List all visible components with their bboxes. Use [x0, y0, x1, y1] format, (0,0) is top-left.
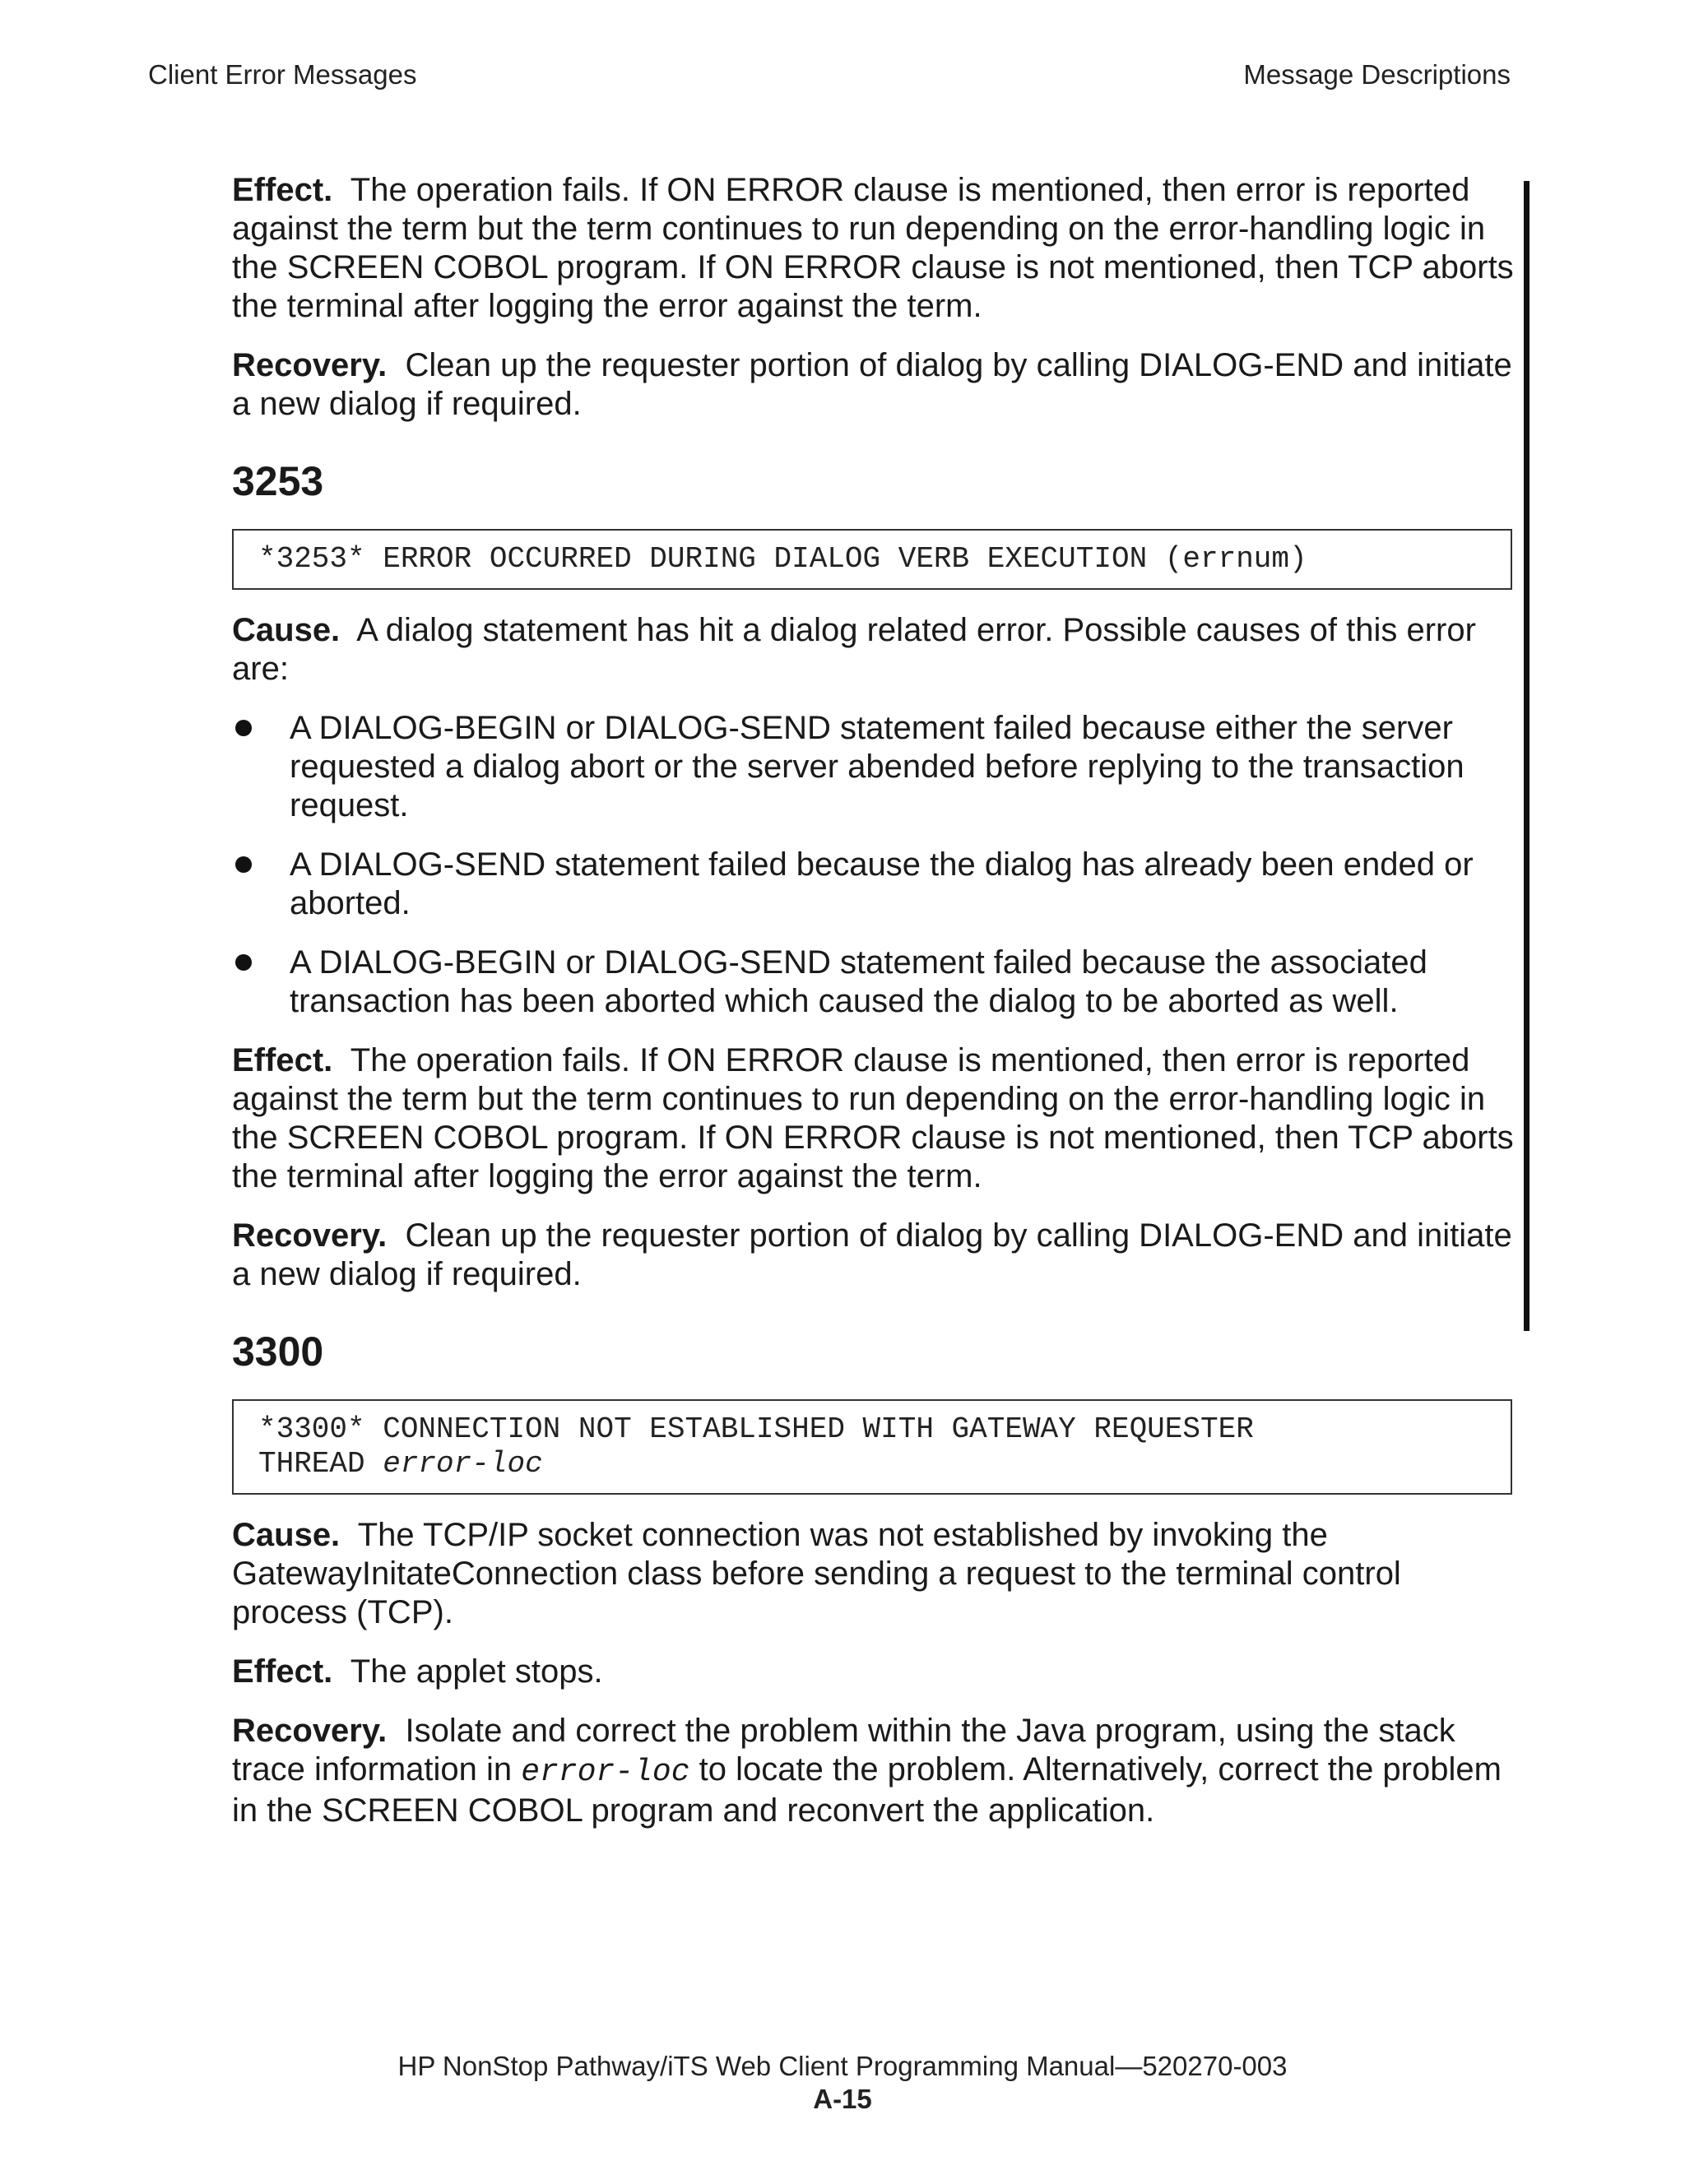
cause-text: The TCP/IP socket connection was not established by invoking the GatewayInitateConnection class before sending a request to the terminal control process (TCP).: [232, 1517, 1401, 1630]
bullet-text: A DIALOG-BEGIN or DIALOG-SEND statement failed because either the server requested a dialog abort or the server abended before replying to the transaction request.: [290, 710, 1465, 823]
cause-paragraph-3300: [232, 1516, 1516, 1632]
message-text-3253: *3253* ERROR OCCURRED DURING DIALOG VERB EXECUTION (errnum): [258, 542, 1307, 576]
footer-page-number: A-15: [813, 2084, 872, 2114]
bullet-icon: [235, 720, 252, 736]
recovery-text: Clean up the requester portion of dialog by calling DIALOG-END and initiate a new dialog if required.: [232, 1217, 1512, 1292]
bullet-text: A DIALOG-SEND statement failed because the dialog has already been ended or aborted.: [290, 846, 1474, 921]
recovery-label: Recovery.: [232, 1713, 388, 1749]
footer-manual-title: HP NonStop Pathway/iTS Web Client Programming Manual—520270-003: [397, 2051, 1288, 2081]
effect-paragraph-3300: [232, 1653, 1516, 1691]
recovery-variable: error-loc: [521, 1755, 690, 1790]
bullet-icon: [235, 856, 252, 873]
cause-bullet-list: [232, 709, 1516, 1021]
message-heading-3300: 3300: [232, 1328, 324, 1375]
message-line2-prefix: THREAD: [258, 1447, 383, 1481]
effect-paragraph-3253: [232, 1041, 1516, 1196]
effect-label: Effect.: [232, 172, 333, 208]
change-bar: [1524, 181, 1529, 1331]
bullet-icon: [235, 954, 252, 971]
list-item: [232, 846, 1516, 923]
list-item: [232, 944, 1516, 1021]
cause-label: Cause.: [232, 612, 341, 648]
recovery-text: Clean up the requester portion of dialog by calling DIALOG-END and initiate a new dialog if required.: [232, 347, 1512, 422]
recovery-text-part2: to locate the problem. Alternatively, correct the problem in the SCREEN COBOL program and reconvert the application.: [232, 1751, 1502, 1829]
effect-label: Effect.: [232, 1653, 333, 1690]
recovery-paragraph-3300: [232, 1712, 1516, 1830]
cause-paragraph-3253: [232, 611, 1516, 689]
page-content: [232, 171, 1516, 1851]
list-item: [232, 709, 1516, 825]
cause-text: A dialog statement has hit a dialog related error. Possible causes of this error are:: [232, 612, 1476, 687]
effect-text: The operation fails. If ON ERROR clause is mentioned, then error is reported against the term but the term continues to run depending on the error-handling logic in the SCREEN COBOL program. If ON ERROR clause is not mentioned, then TCP aborts the terminal after logging the error against the term.: [232, 172, 1514, 324]
recovery-label: Recovery.: [232, 1217, 388, 1254]
message-line2-variable: error-loc: [383, 1447, 543, 1481]
running-header-right: Message Descriptions: [1243, 59, 1511, 90]
cause-label: Cause.: [232, 1517, 341, 1553]
message-heading-3253: 3253: [232, 458, 324, 504]
message-box-3253: [232, 529, 1512, 590]
effect-text: The operation fails. If ON ERROR clause is mentioned, then error is reported against the term but the term continues to run depending on the error-handling logic in the SCREEN COBOL program. If ON ERROR clause is not mentioned, then TCP aborts the terminal after logging the error against the term.: [232, 1042, 1514, 1194]
running-header-left: Client Error Messages: [148, 59, 417, 90]
recovery-label: Recovery.: [232, 347, 388, 383]
effect-text: The applet stops.: [350, 1653, 603, 1690]
effect-paragraph: [232, 171, 1516, 326]
message-text-3300-line2: [258, 1447, 1486, 1482]
message-box-3300: [232, 1399, 1512, 1495]
recovery-paragraph-3253: [232, 1217, 1516, 1294]
bullet-text: A DIALOG-BEGIN or DIALOG-SEND statement failed because the associated transaction has been aborted which caused the dialog to be aborted as well.: [290, 944, 1427, 1019]
recovery-text-part1: Isolate and correct the problem within the Java program, using the stack trace information in: [232, 1713, 1455, 1788]
message-text-3300-line1: *3300* CONNECTION NOT ESTABLISHED WITH GATEWAY REQUESTER: [258, 1412, 1254, 1446]
recovery-paragraph: [232, 346, 1516, 424]
effect-label: Effect.: [232, 1042, 333, 1078]
